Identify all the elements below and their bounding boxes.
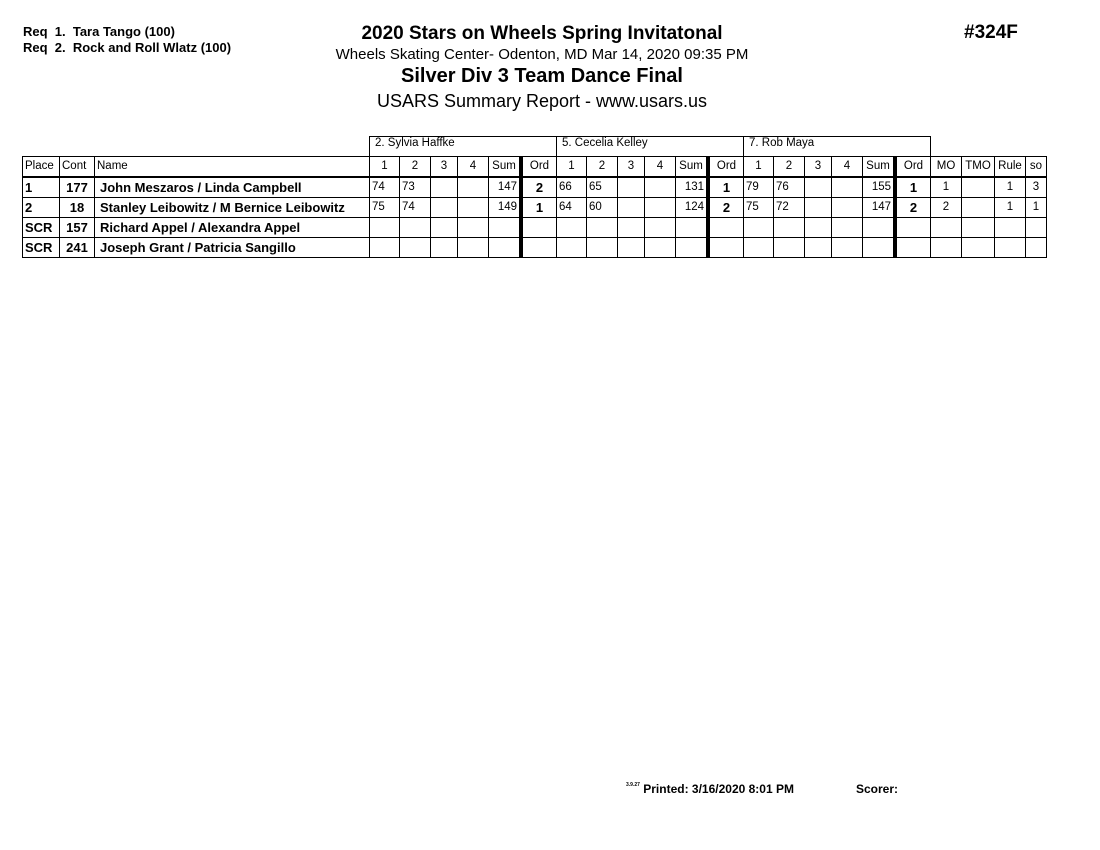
- judge-score: 79: [744, 177, 774, 198]
- judge-score: [805, 177, 832, 198]
- judge-score: [587, 237, 618, 257]
- contestant-number: 241: [60, 237, 95, 257]
- scorer-label: Scorer:: [856, 782, 899, 796]
- table-row: [23, 197, 1047, 217]
- judge-score: [832, 177, 863, 198]
- col-judge-1: 2: [400, 156, 431, 177]
- judge-score: [744, 217, 774, 237]
- judge-score: [431, 197, 458, 217]
- judge-name: 7. Rob Maya: [744, 137, 931, 157]
- tmo: [962, 217, 995, 237]
- judge-score: 65: [587, 177, 618, 198]
- col-mo: MO: [931, 156, 962, 177]
- judge-score: [489, 237, 522, 257]
- judge-score: 1: [895, 177, 931, 198]
- skater-names: Richard Appel / Alexandra Appel: [95, 217, 370, 237]
- judge-score: [521, 217, 557, 237]
- col-judge-5: Ord: [895, 156, 931, 177]
- table-row: [23, 217, 1047, 237]
- judge-score: 1: [708, 177, 744, 198]
- judge-score: 2: [708, 197, 744, 217]
- place: SCR: [23, 217, 60, 237]
- judge-score: [400, 217, 431, 237]
- judge-score: [431, 177, 458, 198]
- event-title: Silver Div 3 Team Dance Final: [401, 65, 683, 87]
- judge-score: [370, 217, 400, 237]
- printed-date: Printed: 3/16/2020 8:01 PM: [643, 782, 794, 796]
- column-header-row: [23, 156, 1047, 177]
- col-judge-4: Sum: [489, 156, 522, 177]
- col-so: so: [1026, 156, 1047, 177]
- so: 3: [1026, 177, 1047, 198]
- judge-score: [832, 197, 863, 217]
- rule: 1: [995, 197, 1026, 217]
- judge-score: 155: [863, 177, 896, 198]
- judge-score: [774, 217, 805, 237]
- report-header: [300, 22, 784, 113]
- contestant-number: 177: [60, 177, 95, 198]
- judge-score: 131: [676, 177, 709, 198]
- col-judge-5: Ord: [521, 156, 557, 177]
- col-judge-3: 4: [645, 156, 676, 177]
- col-place: Place: [23, 156, 60, 177]
- version: 3.9.27: [626, 782, 640, 788]
- col-judge-1: 2: [587, 156, 618, 177]
- judge-score: 73: [400, 177, 431, 198]
- judge-score: 75: [370, 197, 400, 217]
- mo: [931, 217, 962, 237]
- judge-score: [618, 197, 645, 217]
- judge-score: 74: [400, 197, 431, 217]
- judge-name: 5. Cecelia Kelley: [557, 137, 744, 157]
- judge-score: 2: [521, 177, 557, 198]
- judge-score: 147: [863, 197, 896, 217]
- judge-score: [645, 197, 676, 217]
- judge-score: 66: [557, 177, 587, 198]
- col-judge-4: Sum: [676, 156, 709, 177]
- col-judge-3: 4: [458, 156, 489, 177]
- judge-score: [676, 217, 709, 237]
- report-title: USARS Summary Report - www.usars.us: [376, 91, 708, 111]
- place: SCR: [23, 237, 60, 257]
- judge-score: [618, 177, 645, 198]
- skater-names: Stanley Leibowitz / M Bernice Leibowitz: [95, 197, 370, 217]
- skater-names: John Meszaros / Linda Campbell: [95, 177, 370, 198]
- judge-score: [521, 237, 557, 257]
- col-rule: Rule: [995, 156, 1026, 177]
- venue-date: Wheels Skating Center- Odenton, MD Mar 14, 2020 09:35 PM: [335, 46, 749, 63]
- judge-score: [863, 217, 896, 237]
- col-judge-2: 3: [431, 156, 458, 177]
- judge-score: 64: [557, 197, 587, 217]
- judge-score: [458, 177, 489, 198]
- col-name: Name: [95, 156, 370, 177]
- judge-score: 74: [370, 177, 400, 198]
- table-row: [23, 237, 1047, 257]
- requirement-2: Req 2. Rock and Roll Wlatz (100): [23, 40, 232, 55]
- requirements: [23, 24, 231, 56]
- table-row: [23, 177, 1047, 198]
- col-judge-2: 3: [618, 156, 645, 177]
- judge-score: 60: [587, 197, 618, 217]
- judge-score: 1: [521, 197, 557, 217]
- judge-score: [895, 217, 931, 237]
- judge-score: 149: [489, 197, 522, 217]
- results-table: [22, 136, 1047, 258]
- judge-score: [557, 217, 587, 237]
- judge-score: [708, 217, 744, 237]
- mo: 2: [931, 197, 962, 217]
- judge-score: [774, 237, 805, 257]
- so: [1026, 217, 1047, 237]
- rule: 1: [995, 177, 1026, 198]
- judge-score: [458, 237, 489, 257]
- col-judge-4: Sum: [863, 156, 896, 177]
- col-judge-0: 1: [370, 156, 400, 177]
- mo: [931, 237, 962, 257]
- judge-score: [676, 237, 709, 257]
- judge-score: 147: [489, 177, 522, 198]
- judge-score: [895, 237, 931, 257]
- col-tmo: TMO: [962, 156, 995, 177]
- judge-score: [458, 197, 489, 217]
- judge-score: 76: [774, 177, 805, 198]
- competition-title: 2020 Stars on Wheels Spring Invitatonal: [361, 23, 723, 44]
- requirement-1: Req 1. Tara Tango (100): [23, 24, 175, 39]
- judge-score: 124: [676, 197, 709, 217]
- col-judge-2: 3: [805, 156, 832, 177]
- rule: [995, 217, 1026, 237]
- col-judge-1: 2: [774, 156, 805, 177]
- judge-score: [708, 237, 744, 257]
- judge-header-row: [23, 137, 1047, 157]
- so: [1026, 237, 1047, 257]
- judge-score: [458, 217, 489, 237]
- event-number: #324F: [964, 22, 1018, 43]
- tmo: [962, 197, 995, 217]
- place: 2: [23, 197, 60, 217]
- judge-score: 2: [895, 197, 931, 217]
- col-judge-0: 1: [557, 156, 587, 177]
- judge-score: [587, 217, 618, 237]
- judge-score: [431, 217, 458, 237]
- rule: [995, 237, 1026, 257]
- tmo: [962, 177, 995, 198]
- so: 1: [1026, 197, 1047, 217]
- judge-score: [618, 217, 645, 237]
- judge-score: 75: [744, 197, 774, 217]
- judge-score: [557, 237, 587, 257]
- col-judge-5: Ord: [708, 156, 744, 177]
- judge-score: [489, 217, 522, 237]
- judge-score: [618, 237, 645, 257]
- mo: 1: [931, 177, 962, 198]
- judge-score: [832, 237, 863, 257]
- judge-score: [805, 197, 832, 217]
- contestant-number: 157: [60, 217, 95, 237]
- skater-names: Joseph Grant / Patricia Sangillo: [95, 237, 370, 257]
- judge-score: [645, 177, 676, 198]
- judge-score: [832, 217, 863, 237]
- col-cont: Cont: [60, 156, 95, 177]
- judge-name: 2. Sylvia Haffke: [370, 137, 557, 157]
- judge-score: [431, 237, 458, 257]
- col-judge-0: 1: [744, 156, 774, 177]
- judge-score: [645, 217, 676, 237]
- printed-info: [626, 782, 794, 796]
- judge-score: [645, 237, 676, 257]
- judge-score: [370, 237, 400, 257]
- place: 1: [23, 177, 60, 198]
- tmo: [962, 237, 995, 257]
- contestant-number: 18: [60, 197, 95, 217]
- judge-score: [400, 237, 431, 257]
- judge-score: [805, 217, 832, 237]
- judge-score: [863, 237, 896, 257]
- col-judge-3: 4: [832, 156, 863, 177]
- judge-score: [805, 237, 832, 257]
- judge-score: [744, 237, 774, 257]
- judge-score: 72: [774, 197, 805, 217]
